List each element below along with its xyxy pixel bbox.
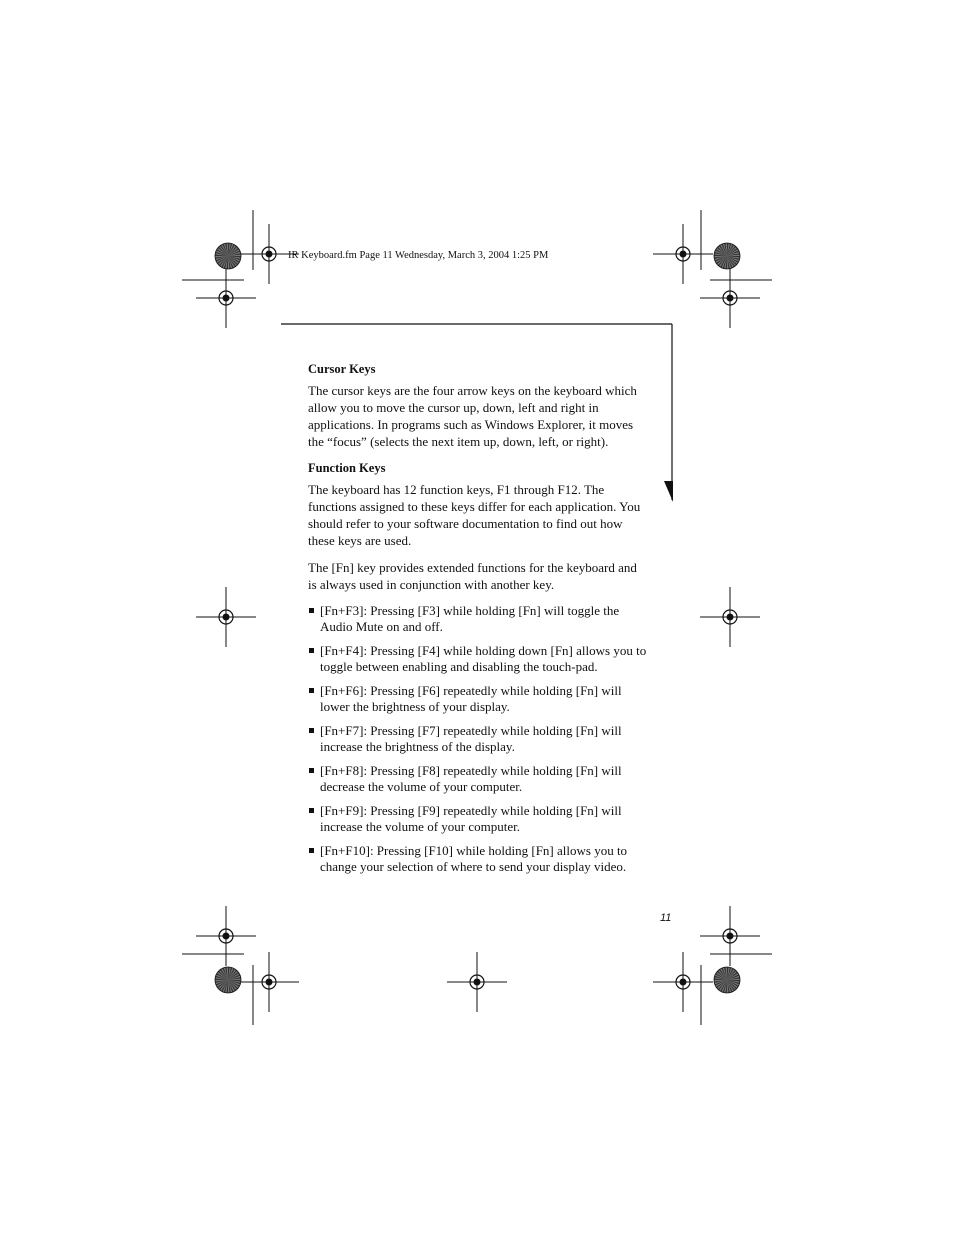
- list-item: [308, 763, 648, 795]
- registration-target-icon: [239, 952, 299, 1012]
- function-keys-heading: Function Keys: [308, 461, 386, 475]
- registration-target-icon: [196, 268, 256, 328]
- list-item-text: [Fn+F7]: Pressing [F7] repeatedly while holding [Fn] will increase the brightness of the display.: [320, 723, 622, 754]
- registration-target-icon: [700, 268, 760, 328]
- bullet-square-icon: [309, 688, 314, 693]
- list-item: [308, 723, 648, 755]
- bullet-square-icon: [309, 648, 314, 653]
- bullet-square-icon: [309, 608, 314, 613]
- header-slug: IR Keyboard.fm Page 11 Wednesday, March 3, 2004 1:25 PM: [288, 250, 549, 261]
- list-item: [308, 683, 648, 715]
- page-content: [308, 361, 648, 883]
- bullet-square-icon: [309, 808, 314, 813]
- list-item-text: [Fn+F9]: Pressing [F9] repeatedly while holding [Fn] will increase the volume of your computer.: [320, 803, 622, 834]
- cursor-keys-body: The cursor keys are the four arrow keys on the keyboard which allow you to move the cursor up, down, left and right in applications. In programs such as Windows Explorer, it moves the “focus” (selects the next item up, down, left, or right).: [308, 383, 637, 449]
- fn-combination-list: [308, 603, 648, 875]
- list-item-text: [Fn+F6]: Pressing [F6] repeatedly while holding [Fn] will lower the brightness of your display.: [320, 683, 622, 714]
- list-item-text: [Fn+F4]: Pressing [F4] while holding down [Fn] allows you to toggle between enabling and disabling the touch-pad.: [320, 643, 647, 674]
- list-item-text: [Fn+F8]: Pressing [F8] repeatedly while holding [Fn] will decrease the volume of your computer.: [320, 763, 622, 794]
- thumb-tab-triangle: [664, 481, 673, 502]
- cursor-keys-heading: Cursor Keys: [308, 362, 376, 376]
- list-item-text: [Fn+F10]: Pressing [F10] while holding [Fn] allows you to change your selection of where to send your display video.: [320, 843, 628, 874]
- registration-target-icon: [653, 952, 713, 1012]
- registration-target-icon: [700, 587, 760, 647]
- starburst-icon: [215, 967, 241, 993]
- starburst-icon: [714, 243, 740, 269]
- list-item-text: [Fn+F3]: Pressing [F3] while holding [Fn] will toggle the Audio Mute on and off.: [320, 603, 620, 634]
- starburst-icon: [215, 243, 241, 269]
- registration-target-icon: [196, 587, 256, 647]
- registration-target-icon: [653, 224, 713, 284]
- list-item: [308, 643, 648, 675]
- bullet-square-icon: [309, 768, 314, 773]
- starburst-icon: [714, 967, 740, 993]
- registration-target-icon: [447, 952, 507, 1012]
- list-item: [308, 803, 648, 835]
- registration-target-icon: [700, 906, 760, 966]
- function-keys-body: The keyboard has 12 function keys, F1 through F12. The functions assigned to these keys differ for each application. You should refer to your software documentation to find out how these keys are used.: [308, 482, 641, 548]
- list-item: [308, 603, 648, 635]
- bullet-square-icon: [309, 728, 314, 733]
- list-item: [308, 843, 648, 875]
- registration-target-icon: [196, 906, 256, 966]
- fn-key-intro: The [Fn] key provides extended functions for the keyboard and is always used in conjunction with another key.: [308, 560, 637, 592]
- page-number: 11: [660, 912, 672, 924]
- bullet-square-icon: [309, 848, 314, 853]
